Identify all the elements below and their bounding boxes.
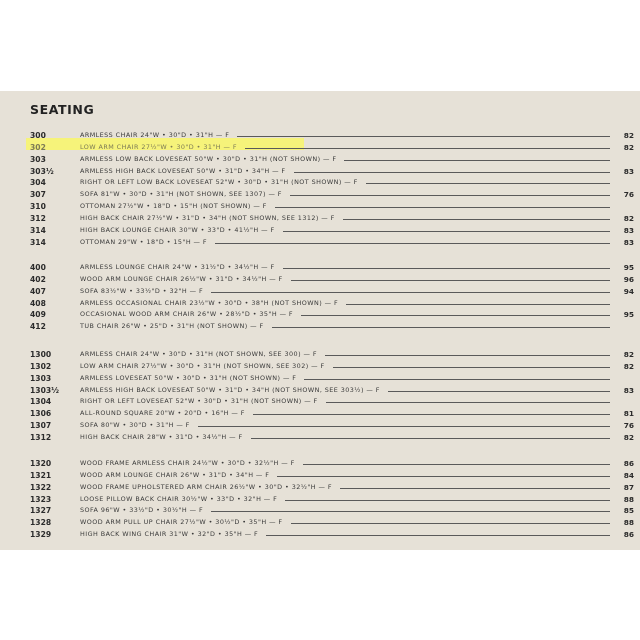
- item-description: LOOSE PILLOW BACK CHAIR 30½"W • 33"D • 32"H — F: [80, 494, 278, 503]
- page-reference: 94: [623, 286, 634, 296]
- leader-line: [215, 243, 610, 244]
- item-description: LOW ARM CHAIR 27½"W • 30"D • 31"H (NOT SHOWN, SEE 302) — F: [80, 361, 325, 370]
- model-number: 303½: [30, 166, 54, 176]
- model-number: 1303½: [30, 385, 59, 395]
- page-reference: 86: [623, 530, 634, 540]
- model-number: 310: [30, 202, 46, 212]
- leader-line: [211, 292, 610, 293]
- item-description: HIGH BACK CHAIR 27½"W • 31"D • 34"H (NOT SHOWN, SEE 1312) — F: [80, 213, 335, 222]
- page-reference: 76: [623, 421, 634, 431]
- leader-line: [304, 379, 610, 380]
- page-reference: 95: [623, 310, 634, 320]
- model-number: 1327: [30, 506, 52, 516]
- leader-line: [283, 231, 610, 232]
- item-description: HIGH BACK WING CHAIR 31"W • 32"D • 35"H — F: [80, 530, 259, 539]
- model-number: 400: [30, 263, 46, 272]
- model-number: 304: [30, 178, 46, 188]
- item-description: SOFA 83½"W • 33½"D • 32"H — F: [80, 286, 204, 295]
- item-description: ARMLESS OCCASIONAL CHAIR 23½"W • 30"D • 38"H (NOT SHOWN) — F: [80, 298, 339, 307]
- catalog-row: [0, 321, 640, 332]
- leader-line: [198, 426, 610, 427]
- model-number: 1312: [30, 432, 52, 442]
- leader-line: [237, 136, 610, 137]
- leader-line: [211, 511, 610, 512]
- leader-line: [285, 500, 610, 501]
- item-description: SOFA 81"W • 30"D • 31"H (NOT SHOWN, SEE 1307) — F: [80, 190, 282, 199]
- item-description: ARMLESS HIGH BACK LOVESEAT 50"W • 31"D • 34"H — F: [80, 166, 286, 175]
- model-number: 303: [30, 154, 46, 164]
- leader-line: [366, 183, 610, 184]
- page-reference: 83: [623, 225, 634, 235]
- catalog-row: [0, 237, 640, 248]
- item-description: ALL-ROUND SQUARE 20"W • 20"D • 16"H — F: [80, 409, 245, 418]
- catalog-row: [0, 517, 640, 528]
- item-description: SOFA 96"W • 33½"D • 30½"H — F: [80, 506, 204, 515]
- model-number: 402: [30, 274, 46, 284]
- page-reference: 96: [623, 274, 634, 284]
- item-description: RIGHT OR LEFT LOVESEAT 52"W • 30"D • 31"H (NOT SHOWN) — F: [80, 397, 318, 406]
- catalog-row: [0, 189, 640, 200]
- leader-line: [346, 304, 610, 305]
- page-reference: 82: [623, 361, 634, 371]
- leader-line: [343, 219, 610, 220]
- page-reference: 82: [623, 131, 634, 140]
- catalog-row: [0, 154, 640, 165]
- page-reference: 82: [623, 350, 634, 359]
- model-number: 1303: [30, 373, 52, 383]
- catalog-row: [0, 349, 640, 360]
- item-description: ARMLESS HIGH BACK LOVESEAT 50"W • 31"D • 34"H (NOT SHOWN, SEE 303½) — F: [80, 385, 380, 394]
- catalog-row: [0, 361, 640, 372]
- catalog-row: [0, 505, 640, 516]
- leader-line: [275, 207, 610, 208]
- catalog-row: [0, 470, 640, 481]
- model-number: 300: [30, 131, 46, 140]
- catalog-row: [0, 385, 640, 396]
- catalog-row: [0, 432, 640, 443]
- leader-line: [291, 523, 610, 524]
- catalog-row: [0, 201, 640, 212]
- model-number: 1300: [30, 350, 52, 359]
- model-number: 1322: [30, 482, 52, 492]
- page-reference: 82: [623, 142, 634, 152]
- item-description: OTTOMAN 27½"W • 18"D • 15"H (NOT SHOWN) — F: [80, 202, 267, 211]
- page-reference: 87: [623, 482, 634, 492]
- catalog-row: [0, 408, 640, 419]
- leader-line: [303, 464, 610, 465]
- item-description: ARMLESS LOVESEAT 50"W • 30"D • 31"H (NOT SHOWN) — F: [80, 373, 297, 382]
- model-number: 1329: [30, 530, 52, 540]
- item-description: WOOD FRAME ARMLESS CHAIR 24½"W • 30"D • 32½"H — F: [80, 459, 295, 467]
- model-number: 409: [30, 310, 46, 320]
- model-number: 314: [30, 225, 46, 235]
- leader-line: [277, 476, 610, 477]
- model-number: 1304: [30, 397, 52, 407]
- catalog-row: [0, 373, 640, 384]
- leader-line: [294, 172, 610, 173]
- item-description: ARMLESS LOUNGE CHAIR 24"W • 31½"D • 34½"H — F: [80, 263, 275, 271]
- page-reference: 88: [623, 518, 634, 528]
- catalog-row: [0, 482, 640, 493]
- leader-line: [272, 327, 610, 328]
- page-reference: 85: [623, 506, 634, 516]
- catalog-row: [0, 286, 640, 297]
- catalog-row: [0, 130, 640, 141]
- page-reference: 83: [623, 385, 634, 395]
- item-description: WOOD FRAME UPHOLSTERED ARM CHAIR 26½"W • 30"D • 32½"H — F: [80, 482, 332, 491]
- item-description: ARMLESS CHAIR 24"W • 30"D • 31"H — F: [80, 131, 230, 139]
- page-reference: 83: [623, 166, 634, 176]
- page-reference: 82: [623, 432, 634, 442]
- leader-line: [326, 402, 610, 403]
- leader-line: [291, 280, 610, 281]
- page-reference: 88: [623, 494, 634, 504]
- model-number: 1323: [30, 494, 52, 504]
- model-number: 1321: [30, 470, 52, 480]
- catalog-row: [0, 420, 640, 431]
- model-number: 1320: [30, 459, 52, 468]
- section-title: SEATING: [30, 102, 95, 117]
- catalog-row: [0, 177, 640, 188]
- page-reference: 83: [623, 237, 634, 247]
- item-description: ARMLESS CHAIR 24"W • 30"D • 31"H (NOT SHOWN, SEE 300) — F: [80, 350, 317, 358]
- leader-line: [340, 488, 610, 489]
- model-number: 1306: [30, 409, 52, 419]
- model-number: 408: [30, 298, 46, 308]
- page-reference: 82: [623, 213, 634, 223]
- leader-line: [245, 148, 610, 149]
- page-reference: 84: [623, 470, 634, 480]
- leader-line: [325, 355, 610, 356]
- model-number: 1307: [30, 421, 52, 431]
- catalog-row: [0, 166, 640, 177]
- catalog-row: [0, 262, 640, 273]
- model-number: 314: [30, 237, 46, 247]
- leader-line: [344, 160, 610, 161]
- page-reference: 95: [623, 263, 634, 272]
- model-number: 302: [30, 142, 46, 152]
- model-number: 307: [30, 190, 46, 200]
- catalog-row: [0, 458, 640, 469]
- item-description: OCCASIONAL WOOD ARM CHAIR 26"W • 28½"D • 35"H — F: [80, 310, 294, 319]
- catalog-row: [0, 225, 640, 236]
- leader-line: [333, 367, 610, 368]
- item-description: WOOD ARM PULL UP CHAIR 27½"W • 30½"D • 35"H — F: [80, 518, 283, 527]
- item-description: HIGH BACK LOUNGE CHAIR 30"W • 33"D • 41½"H — F: [80, 225, 275, 234]
- catalog-row: [0, 298, 640, 309]
- catalog-row: [0, 529, 640, 540]
- item-description: LOW ARM CHAIR 27½"W • 30"D • 31"H — F: [80, 142, 237, 151]
- leader-line: [266, 535, 610, 536]
- leader-line: [290, 195, 610, 196]
- catalog-row: [0, 274, 640, 285]
- item-description: WOOD ARM LOUNGE CHAIR 26½"W • 31"D • 34½"H — F: [80, 274, 283, 283]
- model-number: 312: [30, 213, 46, 223]
- catalog-row: [0, 494, 640, 505]
- leader-line: [253, 414, 610, 415]
- catalog-row: [0, 396, 640, 407]
- item-description: WOOD ARM LOUNGE CHAIR 26"W • 31"D • 34"H — F: [80, 470, 270, 479]
- catalog-row: [0, 309, 640, 320]
- page-reference: 86: [623, 459, 634, 468]
- item-description: TUB CHAIR 26"W • 25"D • 31"H (NOT SHOWN) — F: [80, 322, 264, 331]
- leader-line: [388, 391, 610, 392]
- model-number: 412: [30, 322, 46, 332]
- item-description: RIGHT OR LEFT LOW BACK LOVESEAT 52"W • 30"D • 31"H (NOT SHOWN) — F: [80, 178, 358, 187]
- item-description: OTTOMAN 29"W • 18"D • 15"H — F: [80, 237, 208, 246]
- page-reference: 81: [623, 409, 634, 419]
- catalog-row: [0, 213, 640, 224]
- leader-line: [283, 268, 610, 269]
- item-description: SOFA 80"W • 30"D • 31"H — F: [80, 421, 190, 430]
- leader-line: [251, 438, 610, 439]
- model-number: 1302: [30, 361, 52, 371]
- model-number: 407: [30, 286, 46, 296]
- catalog-row: [0, 142, 640, 153]
- page-reference: 76: [623, 190, 634, 200]
- item-description: ARMLESS LOW BACK LOVESEAT 50"W • 30"D • 31"H (NOT SHOWN) — F: [80, 154, 337, 163]
- item-description: HIGH BACK CHAIR 28"W • 31"D • 34½"H — F: [80, 432, 243, 441]
- model-number: 1328: [30, 518, 52, 528]
- leader-line: [301, 315, 610, 316]
